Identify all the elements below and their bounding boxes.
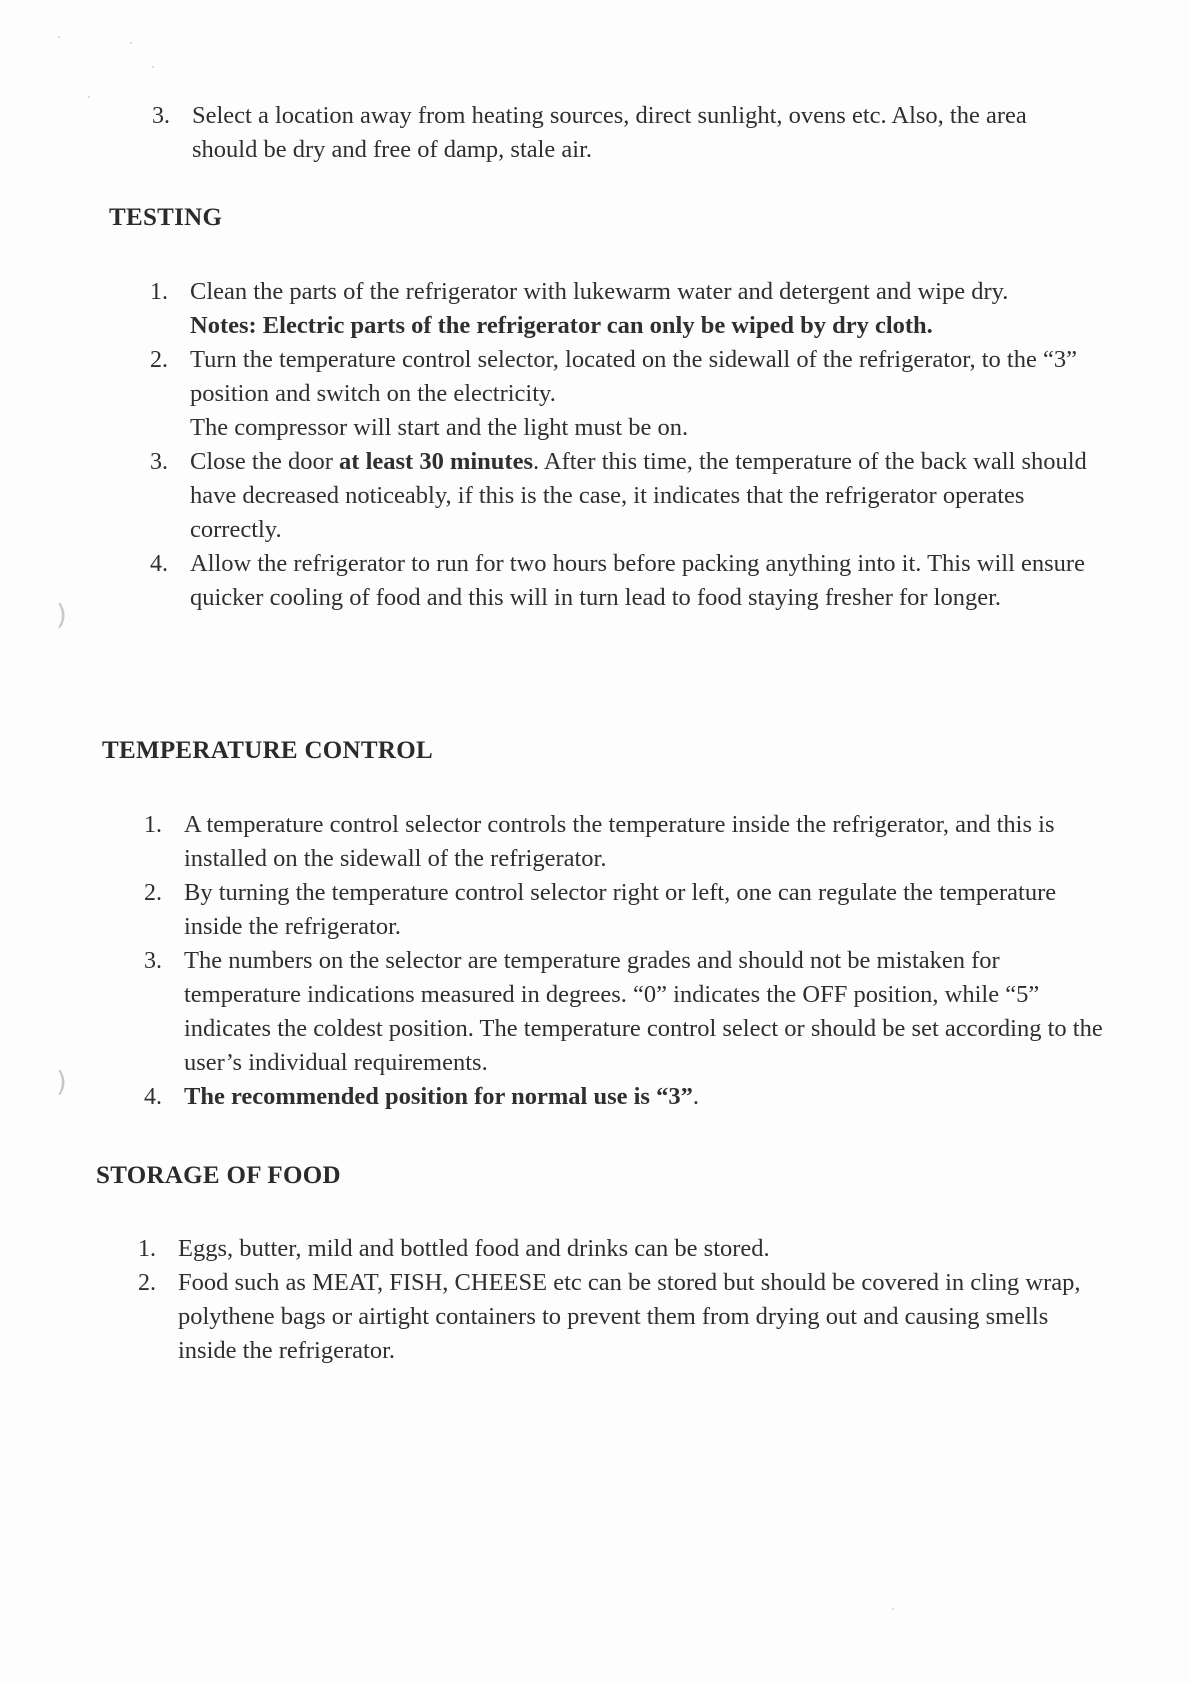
- item-number: 1.: [138, 1236, 156, 1262]
- item-number: 4.: [144, 1084, 162, 1110]
- scan-speck: [152, 66, 154, 68]
- scan-speck: [88, 96, 90, 98]
- storage-of-food-list: [138, 1232, 1098, 1368]
- list-item: [150, 343, 1100, 445]
- item-number: 1.: [150, 279, 168, 305]
- section-heading-temperature-control: TEMPERATURE CONTROL: [102, 737, 433, 764]
- list-item: [138, 1266, 1098, 1368]
- item-text: Clean the parts of the refrigerator with lukewarm water and detergent and wipe dry.: [190, 278, 1009, 305]
- item-number: 4.: [150, 551, 168, 577]
- scan-mark: ): [56, 598, 67, 631]
- list-item: [144, 876, 1104, 944]
- list-item: [144, 944, 1104, 1080]
- item-text: Food such as MEAT, FISH, CHEESE etc can be stored but should be covered in cling wrap, polythene bags or airtight containers to prevent them from drying out and causing smells inside the refrigerator.: [178, 1269, 1081, 1364]
- item-text: By turning the temperature control selector right or left, one can regulate the temperature inside the refrigerator.: [184, 879, 1057, 940]
- item-number: 3.: [144, 948, 162, 974]
- scan-speck: [58, 36, 60, 38]
- list-item: [150, 275, 1100, 343]
- item-text-bold: at least 30 minutes: [339, 448, 533, 475]
- list-item: [152, 99, 1082, 167]
- list-item: [150, 547, 1100, 615]
- item-text: Eggs, butter, mild and bottled food and drinks can be stored.: [178, 1235, 770, 1262]
- location-list: [152, 99, 1082, 167]
- item-text: Select a location away from heating sources, direct sunlight, ovens etc. Also, the area should be dry and free of damp, stale air.: [192, 102, 1027, 163]
- item-text-before: Close the door: [190, 448, 340, 475]
- scan-speck: [892, 1608, 894, 1610]
- item-number: 2.: [150, 347, 168, 373]
- item-number: 3.: [150, 449, 168, 475]
- item-text-after: . After this time, the temperature of the back wall should have decreased noticeably, if this is the case, it indicates that the refrigerator operates correctly.: [190, 448, 1087, 543]
- list-item: [138, 1232, 1098, 1266]
- scan-mark: ): [56, 1065, 67, 1098]
- list-item: [144, 808, 1104, 876]
- item-text: A temperature control selector controls the temperature inside the refrigerator, and this is installed on the sidewall of the refrigerator.: [184, 811, 1055, 872]
- item-text-after: .: [692, 1083, 699, 1110]
- item-text: The numbers on the selector are temperature grades and should not be mistaken for temperature indications measured in degrees. “0” indicates the OFF position, while “5” indicates the coldest position. The temperature control select or should be set according to the user’s individual requirements.: [184, 947, 1103, 1076]
- item-extra: The compressor will start and the light must be on.: [190, 414, 689, 441]
- list-item: [150, 445, 1100, 547]
- temperature-control-list: [144, 808, 1104, 1114]
- section-heading-testing: TESTING: [109, 204, 223, 231]
- testing-list: [150, 275, 1100, 615]
- list-item: [144, 1080, 1104, 1114]
- item-number: 1.: [144, 812, 162, 838]
- item-number: 3.: [152, 103, 170, 129]
- scan-speck: [130, 42, 132, 44]
- item-number: 2.: [138, 1270, 156, 1296]
- section-heading-storage-of-food: STORAGE OF FOOD: [96, 1162, 341, 1189]
- item-text-bold: The recommended position for normal use is “3”: [184, 1083, 693, 1110]
- item-text: Allow the refrigerator to run for two hours before packing anything into it. This will ensure quicker cooling of food and this will in turn lead to food staying fresher for longer.: [190, 550, 1085, 611]
- item-number: 2.: [144, 880, 162, 906]
- item-note: Notes: Electric parts of the refrigerator can only be wiped by dry cloth.: [190, 312, 933, 339]
- item-text: Turn the temperature control selector, located on the sidewall of the refrigerator, to the “3” position and switch on the electricity.: [190, 346, 1077, 407]
